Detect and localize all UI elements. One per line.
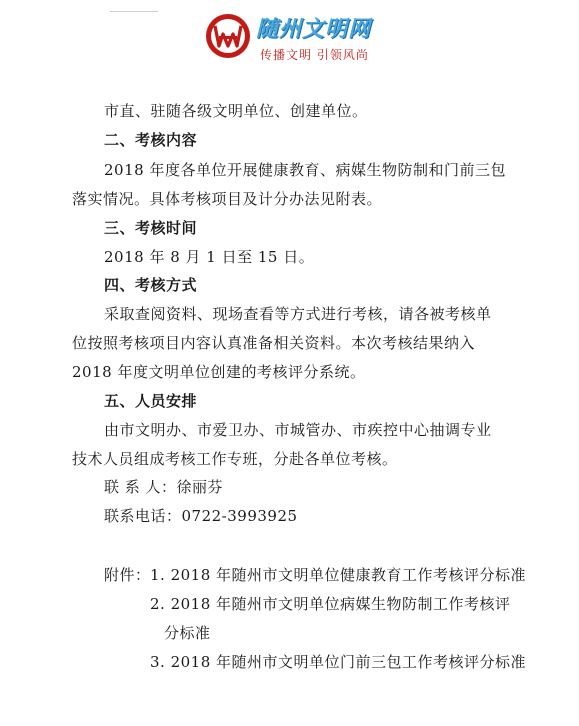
section-heading: 二、考核内容	[104, 131, 198, 149]
body-line: 2018 年度文明单位创建的考核评分系统。	[72, 363, 366, 381]
body-line: 采取查阅资料、现场查看等方式进行考核，请各被考核单	[104, 305, 492, 323]
attachment-item-continued: 分标准	[164, 624, 211, 642]
site-logo[interactable]	[204, 10, 374, 64]
body-line: 2018 年度各单位开展健康教育、病媒生物防制和门前三包	[104, 161, 506, 179]
section-heading: 四、考核方式	[104, 276, 198, 294]
body-line: 落实情况。具体考核项目及计分办法见附表。	[72, 190, 383, 208]
attachment-item: 3. 2018 年随州市文明单位门前三包工作考核评分标准	[150, 653, 527, 671]
body-line: 2018 年 8 月 1 日至 15 日。	[104, 248, 315, 266]
contact-person: 联 系 人：徐丽芬	[104, 478, 224, 496]
attachment-item: 1. 2018 年随州市文明单位健康教育工作考核评分标准	[150, 566, 527, 584]
attachments-label: 附件：	[104, 566, 151, 584]
body-line: 技术人员组成考核工作专班，分赴各单位考核。	[72, 450, 398, 468]
body-line: 由市文明办、市爱卫办、市城管办、市疾控中心抽调专业	[104, 421, 492, 439]
logo-title: 随州文明网	[256, 17, 372, 42]
section-heading: 五、人员安排	[104, 392, 198, 410]
logo-emblem-icon	[204, 12, 252, 60]
logo-slogan: 传播文明 引领风尚	[260, 48, 369, 62]
section-heading: 三、考核时间	[104, 219, 198, 237]
top-rule	[110, 11, 158, 12]
contact-phone: 联系电话：0722-3993925	[104, 507, 298, 525]
body-line: 市直、驻随各级文明单位、创建单位。	[104, 102, 368, 120]
body-line: 位按照考核项目内容认真准备相关资料。本次考核结果纳入	[72, 334, 476, 352]
attachment-item: 2. 2018 年随州市文明单位病媒生物防制工作考核评	[150, 595, 511, 613]
